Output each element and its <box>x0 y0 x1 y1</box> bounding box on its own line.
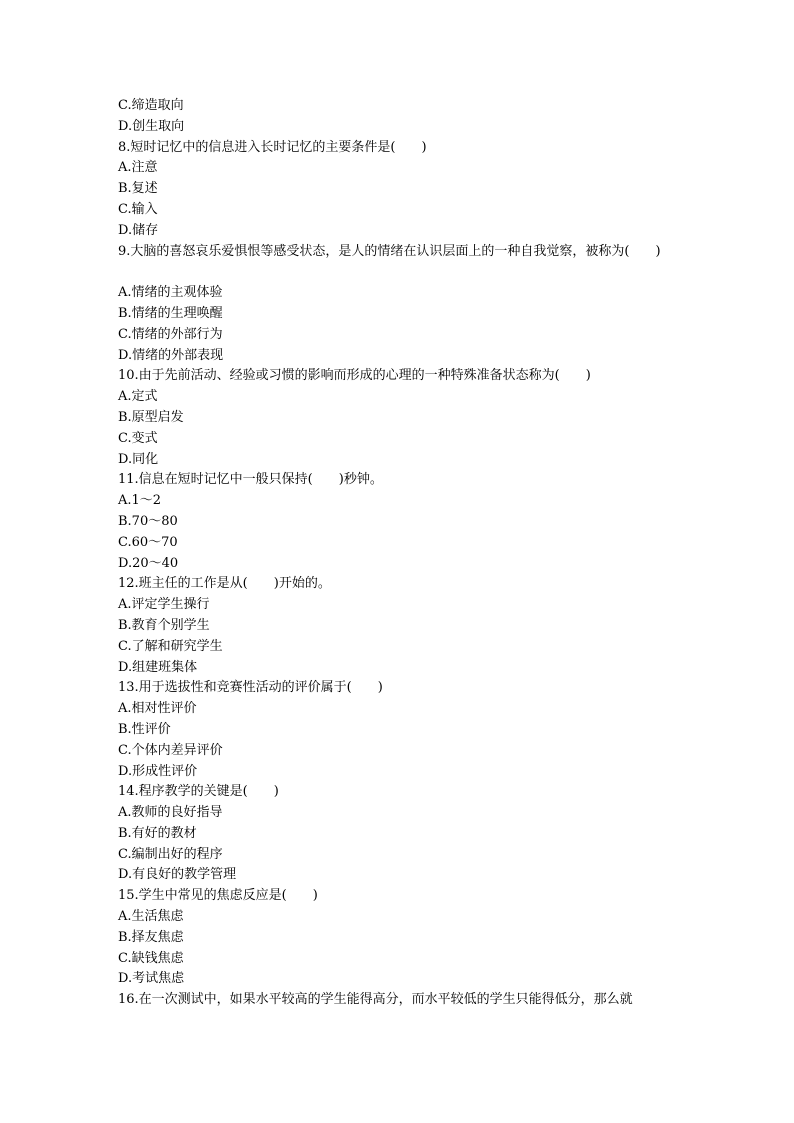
option-line: A.教师的良好指导 <box>118 805 223 821</box>
option-line: C.编制出好的程序 <box>118 846 223 862</box>
option-line: D.创生取向 <box>118 118 185 134</box>
option-line: B.70～80 <box>118 513 178 529</box>
option-line: D.情绪的外部表现 <box>118 347 224 363</box>
blank-line <box>118 262 718 283</box>
option-line: A.情绪的主观体验 <box>118 285 223 301</box>
option-line: B.原型启发 <box>118 409 184 425</box>
option-line: A.注意 <box>118 160 158 176</box>
option-line: A.生活焦虑 <box>118 909 184 925</box>
option-line: A.定式 <box>118 389 158 405</box>
option-line: D.考试焦虑 <box>118 971 185 987</box>
option-line: C.情绪的外部行为 <box>118 326 223 342</box>
option-line: B.择友焦虑 <box>118 929 184 945</box>
option-line: C.缺钱焦虑 <box>118 950 184 966</box>
option-line: A.1～2 <box>118 493 162 509</box>
option-line: C.60～70 <box>118 534 178 550</box>
question-line: 14.程序教学的关键是( ) <box>118 784 279 800</box>
option-line: C.变式 <box>118 430 158 446</box>
option-line: C.输入 <box>118 201 158 217</box>
question-line: 15.学生中常见的焦虑反应是( ) <box>118 888 318 904</box>
question-line: 11.信息在短时记忆中一般只保持( )秒钟。 <box>118 472 383 488</box>
option-line: B.有好的教材 <box>118 825 197 841</box>
question-line: 8.短时记忆中的信息进入长时记忆的主要条件是( ) <box>118 139 427 155</box>
option-line: A.评定学生操行 <box>118 597 210 613</box>
option-line: D.组建班集体 <box>118 659 198 675</box>
question-line: 16.在一次测试中，如果水平较高的学生能得高分，而水平较低的学生只能得低分，那么就 <box>118 992 633 1008</box>
option-line: C.个体内差异评价 <box>118 742 223 758</box>
option-line: B.性评价 <box>118 721 171 737</box>
option-line: D.有良好的教学管理 <box>118 867 237 883</box>
option-line: D.形成性评价 <box>118 763 198 779</box>
option-line: B.教育个别学生 <box>118 617 210 633</box>
page-content <box>118 96 718 1011</box>
option-line: C.了解和研究学生 <box>118 638 223 654</box>
option-line: D.20～40 <box>118 555 179 571</box>
option-line: A.相对性评价 <box>118 701 197 717</box>
option-line: B.复述 <box>118 181 158 197</box>
question-line: 13.用于选拔性和竞赛性活动的评价属于( ) <box>118 680 383 696</box>
option-line: D.同化 <box>118 451 159 467</box>
question-line: 12.班主任的工作是从( )开始的。 <box>118 576 331 592</box>
option-line: C.缔造取向 <box>118 98 184 113</box>
option-line: D.储存 <box>118 222 159 238</box>
question-line: 9.大脑的喜怒哀乐爱惧恨等感受状态，是人的情绪在认识层面上的一种自我觉察，被称为( ) <box>118 243 661 259</box>
option-line: B.情绪的生理唤醒 <box>118 305 223 321</box>
question-line: 10.由于先前活动、经验或习惯的影响而形成的心理的一种特殊准备状态称为( ) <box>118 368 591 384</box>
